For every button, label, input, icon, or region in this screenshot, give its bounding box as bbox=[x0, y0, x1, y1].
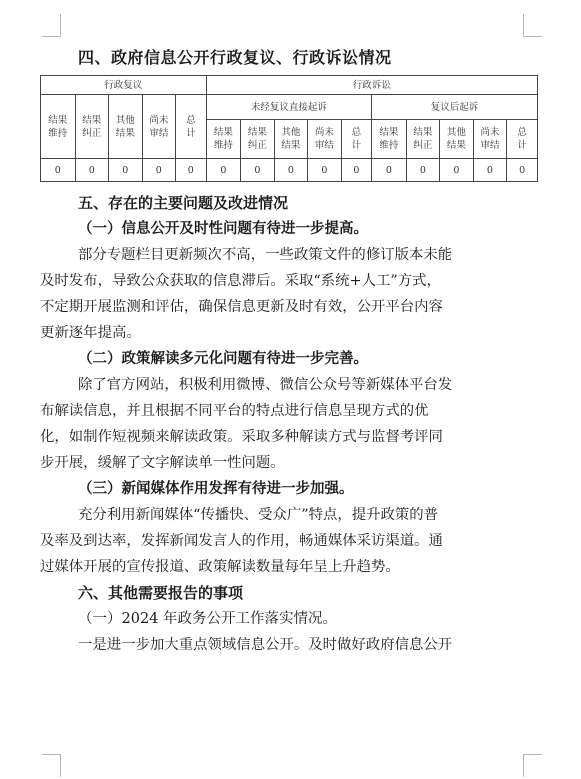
section5-heading: 五、存在的主要问题及改进情况 bbox=[78, 194, 289, 212]
review-litigation-table bbox=[40, 75, 538, 182]
column-header: 尚未 审结 bbox=[142, 95, 176, 159]
paragraph-line: 过媒体开展的宣传报道、政策解读数量每年呈上升趋势。 bbox=[40, 559, 400, 575]
column-header: 其他 结果 bbox=[274, 120, 308, 159]
header-direct-suit: 未经复议直接起诉 bbox=[206, 95, 372, 120]
table-cell: 0 bbox=[241, 159, 275, 182]
subsection-6-1-paragraph bbox=[40, 632, 540, 658]
paragraph-line: 及时发布，导致公众获取的信息滞后。采取“系统+人工”方式， bbox=[40, 273, 441, 289]
column-header: 总 计 bbox=[507, 120, 538, 159]
table-cell: 0 bbox=[341, 159, 371, 182]
column-header: 结果 纠正 bbox=[75, 95, 109, 159]
paragraph-line: 部分专题栏目更新频次不高，一些政策文件的修订版本未能 bbox=[78, 247, 453, 263]
paragraph-line: 步开展，缓解了文字解读单一性问题。 bbox=[40, 455, 285, 471]
paragraph-line: 更新逐年提高。 bbox=[40, 325, 141, 341]
crop-mark-top-left bbox=[42, 14, 61, 37]
table-cell: 0 bbox=[308, 159, 342, 182]
crop-mark-top-right bbox=[523, 14, 542, 37]
table-cell: 0 bbox=[75, 159, 109, 182]
subsection-6-1-heading: （一）2024 年政务公开工作落实情况。 bbox=[78, 611, 338, 627]
header-suit-after-review: 复议后起诉 bbox=[372, 95, 538, 120]
column-header: 结果 维持 bbox=[206, 120, 241, 159]
table-cell: 0 bbox=[507, 159, 538, 182]
crop-mark-bottom-left bbox=[42, 754, 61, 777]
table-cell: 0 bbox=[109, 159, 143, 182]
table-cell: 0 bbox=[41, 159, 76, 182]
table-cell: 0 bbox=[372, 159, 407, 182]
section6-heading: 六、其他需要报告的事项 bbox=[78, 584, 244, 602]
column-header: 结果 维持 bbox=[41, 95, 76, 159]
table-cell: 0 bbox=[206, 159, 241, 182]
subsection-5-3-paragraph bbox=[40, 502, 540, 580]
paragraph-line: 除了官方网站，积极利用微博、微信公众号等新媒体平台发 bbox=[78, 377, 453, 393]
table-cell: 0 bbox=[274, 159, 308, 182]
header-admin-reconsideration: 行政复议 bbox=[41, 76, 207, 95]
paragraph-line: 充分利用新闻媒体“传播快、受众广”特点，提升政策的普 bbox=[78, 507, 439, 523]
column-header: 结果 纠正 bbox=[241, 120, 275, 159]
column-header: 总 计 bbox=[176, 95, 207, 159]
subsection-5-1-paragraph bbox=[40, 242, 540, 346]
column-header: 尚未 审结 bbox=[473, 120, 507, 159]
document-page bbox=[40, 47, 540, 658]
header-admin-litigation: 行政诉讼 bbox=[206, 76, 537, 95]
column-header: 其他 结果 bbox=[109, 95, 143, 159]
crop-mark-bottom-right bbox=[523, 754, 542, 777]
paragraph-line: 布解读信息，并且根据不同平台的特点进行信息呈现方式的优 bbox=[40, 403, 429, 419]
column-header: 结果 维持 bbox=[372, 120, 407, 159]
table-cell: 0 bbox=[473, 159, 507, 182]
paragraph-line: 一是进一步加大重点领域信息公开。及时做好政府信息公开 bbox=[78, 637, 453, 653]
paragraph-line: 化，如制作短视频来解读政策。采取多种解读方式与监督考评同 bbox=[40, 429, 443, 445]
column-header: 其他 结果 bbox=[440, 120, 474, 159]
column-header: 尚未 审结 bbox=[308, 120, 342, 159]
subsection-5-3-heading: （三）新闻媒体作用发挥有待进一步加强。 bbox=[78, 480, 354, 497]
table-cell: 0 bbox=[440, 159, 474, 182]
column-header: 结果 纠正 bbox=[406, 120, 440, 159]
section4-heading: 四、政府信息公开行政复议、行政诉讼情况 bbox=[78, 48, 392, 67]
subsection-5-1-heading: （一）信息公开及时性问题有待进一步提高。 bbox=[78, 220, 368, 237]
paragraph-line: 及率及到达率，发挥新闻发言人的作用，畅通媒体采访渠道。通 bbox=[40, 533, 443, 549]
paragraph-line: 不定期开展监测和评估，确保信息更新及时有效，公开平台内容 bbox=[40, 299, 443, 315]
table-cell: 0 bbox=[176, 159, 207, 182]
table-cell: 0 bbox=[142, 159, 176, 182]
subsection-5-2-paragraph bbox=[40, 372, 540, 476]
column-header: 总 计 bbox=[341, 120, 371, 159]
subsection-5-2-heading: （二）政策解读多元化问题有待进一步完善。 bbox=[78, 350, 368, 367]
table-cell: 0 bbox=[406, 159, 440, 182]
